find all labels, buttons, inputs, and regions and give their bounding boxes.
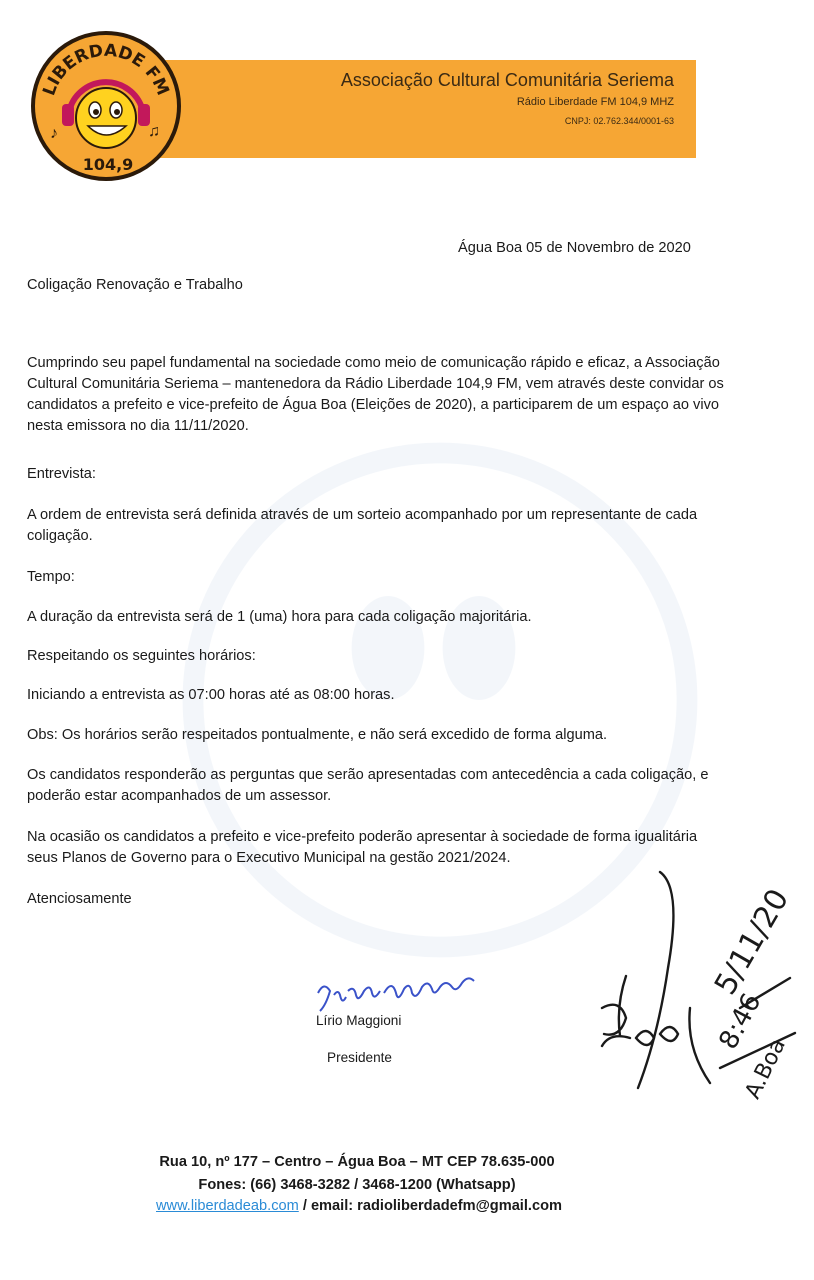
footer-address: Rua 10, nº 177 – Centro – Água Boa – MT CEP 78.635-000: [159, 1154, 555, 1170]
horario-paragraph: Iniciando a entrevista as 07:00 horas até as 08:00 horas.: [27, 687, 395, 703]
logo-frequency: 104,9: [82, 155, 134, 174]
radio-logo: [30, 30, 182, 182]
respeitando-paragraph: Respeitando os seguintes horários:: [27, 648, 256, 664]
svg-text:♫: ♫: [148, 123, 160, 140]
candidatos-paragraph: Os candidatos responderão as perguntas que serão apresentadas com antecedência a cada coligação, e poderão estar acompanhados de um assessor.: [27, 767, 709, 804]
obs-paragraph: Obs: Os horários serão respeitados pontualmente, e não será excedido de forma alguma.: [27, 727, 608, 743]
closing-text: Atenciosamente: [27, 891, 132, 907]
footer-phones: Fones: (66) 3468-3282 / 3468-1200 (Whatsapp): [198, 1177, 516, 1193]
website-link[interactable]: www.liberdadeab.com: [156, 1198, 299, 1214]
logo-text: LIBERDADE FM: [39, 40, 173, 99]
letter-recipient: Coligação Renovação e Trabalho: [27, 277, 243, 293]
header-banner: [148, 60, 696, 158]
ordem-paragraph: A ordem de entrevista será definida através de um sorteio acompanhado por um representante de cada coligação.: [27, 507, 698, 544]
footer-contact: [0, 1198, 766, 1214]
label-tempo: Tempo:: [27, 569, 75, 585]
radio-name: Rádio Liberdade FM 104,9 MHZ: [516, 96, 674, 108]
stamp-date: 5/11/20: [708, 883, 797, 1001]
signatory-title: Presidente: [327, 1050, 392, 1065]
duracao-paragraph: A duração da entrevista será de 1 (uma) hora para cada coligação majoritária.: [27, 609, 532, 625]
signatory-name: Lírio Maggioni: [316, 1013, 402, 1028]
intro-paragraph: Cumprindo seu papel fundamental na sociedade como meio de comunicação rápido e eficaz, a Associação Cultural Comunitária Seriema – mantenedora da Rádio Liberdade 104,9 FM, vem através deste convidar os candidatos a prefeito e vice-prefeito de Água Boa (Eleições de 2020), a participarem de um espaço ao vivo nesta emissora no dia 11/11/2020.: [27, 355, 724, 434]
organization-name: Associação Cultural Comunitária Seriema: [340, 70, 674, 90]
footer-email: / email: radioliberdadefm@gmail.com: [298, 1198, 562, 1214]
label-entrevista: Entrevista:: [27, 466, 96, 482]
cnpj-number: CNPJ: 02.762.344/0001-63: [564, 116, 674, 126]
stamp-place: A.Boa: [740, 1034, 791, 1103]
stamp-time: 8:46: [713, 988, 768, 1055]
letter-date: Água Boa 05 de Novembro de 2020: [458, 240, 691, 256]
svg-text:♪: ♪: [50, 125, 58, 142]
received-handwritten-note: [590, 858, 805, 1113]
ocasiao-paragraph: Na ocasião os candidatos a prefeito e vice-prefeito poderão apresentar à sociedade de forma igualitária seus Planos de Governo para o Executivo Municipal na gestão 2021/2024.: [27, 829, 698, 866]
